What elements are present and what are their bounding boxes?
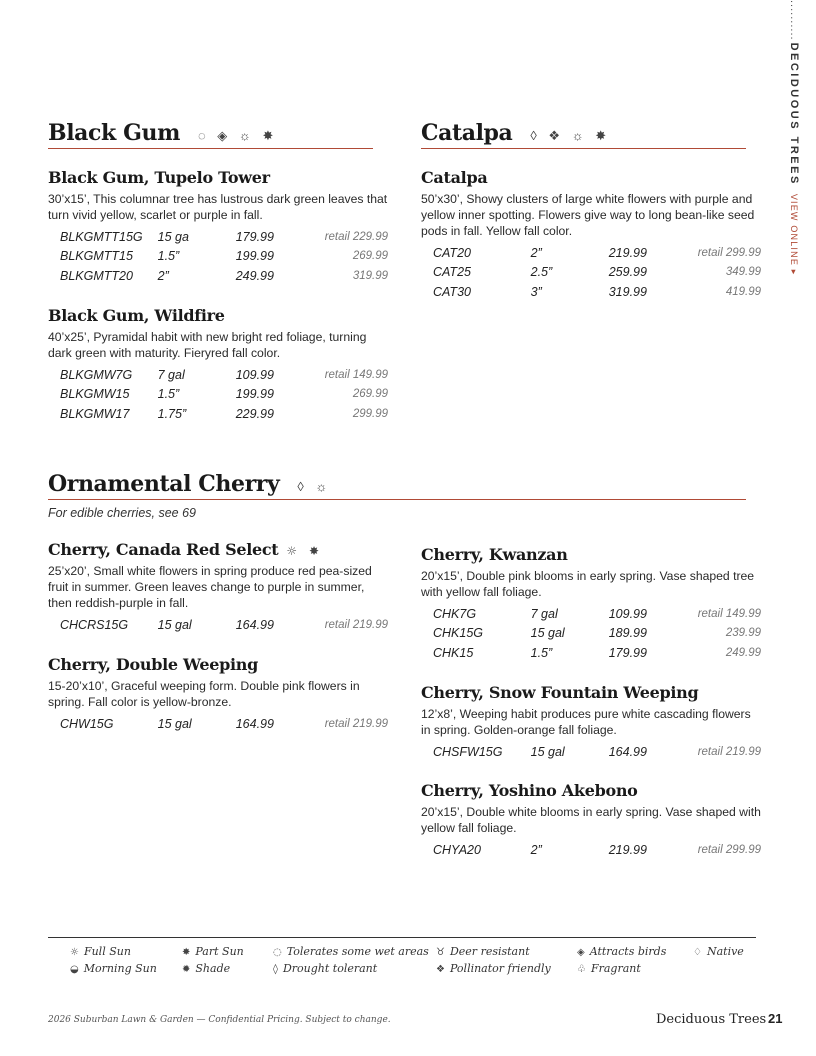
size: 15 gal: [530, 626, 565, 641]
sku: CHK7G: [433, 606, 477, 621]
deer-icon: ♉: [436, 947, 445, 958]
retail-price: retail 149.99: [697, 607, 761, 620]
sku: CHK15: [433, 645, 474, 660]
sku: BLKGMTT15G: [60, 229, 143, 244]
attribute-icons: ◌ ◈ ☼ ✸: [197, 128, 278, 143]
retail-price: retail 219.99: [697, 745, 761, 758]
product-name: Cherry, Double Weeping: [48, 655, 259, 674]
product-cherry-double-weeping: [48, 655, 388, 734]
size: 15 gal: [157, 617, 192, 632]
pollinator-icon: ❖: [436, 964, 445, 975]
sku: BLKGMW17: [60, 406, 130, 421]
retail-price: retail 299.99: [697, 843, 761, 856]
product-name: Black Gum, Wildfire: [48, 306, 225, 325]
product-cherry-yoshino-akebono: [421, 781, 761, 860]
product-name: Catalpa: [421, 168, 488, 187]
size: 7 gal: [157, 367, 185, 382]
price-row: [421, 282, 761, 302]
product-description: 20’x15’, Double white blooms in early spring. Vase shaped with yellow fall foliage.: [421, 805, 761, 835]
sku: CAT20: [433, 245, 471, 260]
price-table: [48, 615, 388, 635]
size: 2”: [530, 842, 542, 857]
price: 199.99: [235, 249, 274, 264]
size: 2”: [157, 268, 169, 283]
product-description: 50’x30’, Showy clusters of large white flowers with purple and yellow inner spotting. Flowers give way to long bean-like seed pods in fall. Yellow fall color.: [421, 192, 755, 238]
legend-birds: ◈ Attracts birds: [577, 945, 667, 958]
product-name: Cherry, Yoshino Akebono: [421, 781, 638, 800]
section-ornamental-cherry: [48, 471, 746, 520]
legend-fragrant: ♧ Fragrant: [577, 962, 641, 975]
size: 1.5”: [530, 645, 553, 660]
part-sun-icon: ✸: [182, 947, 191, 958]
retail-price: retail 219.99: [324, 717, 388, 730]
price-row: [421, 604, 761, 624]
product-description: 15-20’x10’, Graceful weeping form. Double pink flowers in spring. Fall color is yellow-bronze.: [48, 679, 360, 709]
retail-price: 249.99: [725, 646, 761, 659]
sku: CHCRS15G: [60, 617, 129, 632]
price: 219.99: [608, 842, 647, 857]
product-description: 40’x25’, Pyramidal habit with new bright red foliage, turning dark green with maturity. Fieryred fall color.: [48, 330, 367, 360]
sku: BLKGMTT15: [60, 249, 133, 264]
legend-full-sun: ☼ Full Sun: [70, 945, 131, 958]
product-black-gum-tupelo-tower: [48, 168, 388, 286]
retail-price: 319.99: [352, 269, 388, 282]
price: 164.99: [235, 617, 274, 632]
price: 249.99: [235, 268, 274, 283]
full-sun-icon: ☼: [70, 947, 79, 958]
price: 179.99: [235, 229, 274, 244]
attribute-icons: ◊ ☼: [297, 479, 332, 494]
price: 109.99: [608, 606, 647, 621]
sku: CHYA20: [433, 842, 481, 857]
product-name: Black Gum, Tupelo Tower: [48, 168, 270, 187]
product-name: Cherry, Snow Fountain Weeping: [421, 683, 699, 702]
price-row: [421, 624, 761, 644]
sku: CHK15G: [433, 626, 484, 641]
product-cherry-kwanzan: [421, 545, 761, 663]
retail-price: retail 299.99: [697, 246, 761, 259]
size: 1.5”: [157, 387, 180, 402]
legend-column: [693, 944, 744, 961]
legend-pollinator: ❖ Pollinator friendly: [436, 962, 551, 975]
sku: CHW15G: [60, 716, 114, 731]
price: 164.99: [608, 744, 647, 759]
sku: BLKGMW7G: [60, 367, 133, 382]
price-row: [48, 404, 388, 424]
price-row: [48, 266, 388, 286]
price-row: [48, 714, 388, 734]
price-row: [421, 643, 761, 663]
price-row: [421, 263, 761, 283]
sku: BLKGMW15: [60, 387, 130, 402]
side-tab: [784, 0, 804, 276]
leaf-icon: ◊: [273, 964, 278, 975]
icon-legend: [48, 937, 756, 975]
size: 7 gal: [530, 606, 558, 621]
price-row: [48, 385, 388, 405]
product-catalpa: [421, 168, 761, 302]
size: 1.75”: [157, 406, 187, 421]
legend-column: [436, 944, 551, 978]
size: 1.5”: [157, 249, 180, 264]
price-row: [48, 227, 388, 247]
legend-drought: ◊ Drought tolerant: [273, 962, 378, 975]
section-black-gum: [48, 120, 373, 149]
price-row: [48, 365, 388, 385]
section-header: [48, 120, 373, 149]
retail-price: 269.99: [352, 250, 388, 263]
page-number: 21: [768, 1011, 783, 1026]
footer-disclaimer: 2026 Suburban Lawn & Garden — Confidential Pricing. Subject to change.: [48, 1015, 391, 1025]
section-header: [48, 471, 746, 500]
bird-icon: ◈: [577, 947, 585, 958]
legend-wet-areas: ◌ Tolerates some wet areas: [273, 945, 429, 958]
morning-sun-icon: ◒: [70, 964, 79, 975]
price-table: [48, 227, 388, 286]
size: 15 ga: [157, 229, 189, 244]
price: 164.99: [235, 716, 274, 731]
sku: CHSFW15G: [433, 744, 503, 759]
legend-column: [70, 944, 157, 978]
price: 259.99: [608, 265, 647, 280]
native-pin-icon: ♢: [693, 947, 702, 958]
price-table: [421, 243, 761, 302]
legend-column: [577, 944, 666, 978]
price: 189.99: [608, 626, 647, 641]
section-header: [421, 120, 746, 149]
legend-morning-sun: ◒ Morning Sun: [70, 962, 157, 975]
retail-price: 299.99: [352, 407, 388, 420]
product-name: Cherry, Kwanzan: [421, 545, 568, 564]
price-row: [48, 247, 388, 267]
legend-column: [182, 944, 244, 978]
retail-price: retail 219.99: [324, 618, 388, 631]
price-table: [421, 840, 761, 860]
product-description: 12’x8’, Weeping habit produces pure white cascading flowers in spring. Golden-orange fall foliage.: [421, 707, 751, 737]
size: 3”: [530, 284, 542, 299]
attribute-icons: ◊ ❖ ☼ ✸: [530, 128, 611, 143]
water-drop-icon: ◌: [273, 947, 282, 958]
sku: CAT30: [433, 284, 471, 299]
sku: BLKGMTT20: [60, 268, 133, 283]
legend-native: ♢ Native: [693, 945, 744, 958]
size: 2.5”: [530, 265, 553, 280]
retail-price: 239.99: [725, 627, 761, 640]
product-name-text: Cherry, Canada Red Select: [48, 540, 279, 559]
price: 109.99: [235, 367, 274, 382]
retail-price: 269.99: [352, 388, 388, 401]
legend-shade: ✹ Shade: [182, 962, 231, 975]
size: 15 gal: [157, 716, 192, 731]
section-catalpa: [421, 120, 746, 149]
side-tab-title: DECIDUOUS TREES: [788, 42, 800, 186]
price: 179.99: [608, 645, 647, 660]
product-description: 30’x15’, This columnar tree has lustrous dark green leaves that turn vivid yellow, scarlet or purple in fall.: [48, 192, 388, 222]
section-title: Catalpa: [421, 120, 513, 146]
section-title: Black Gum: [48, 120, 180, 146]
shade-icon: ✹: [182, 964, 191, 975]
price-table: [48, 714, 388, 734]
size: 2”: [530, 245, 542, 260]
retail-price: 349.99: [725, 266, 761, 279]
product-name: [48, 540, 388, 559]
retail-price: retail 149.99: [324, 368, 388, 381]
price-row: [421, 243, 761, 263]
product-cherry-canada-red-select: [48, 540, 388, 635]
legend-part-sun: ✸ Part Sun: [182, 945, 244, 958]
price-row: [48, 615, 388, 635]
attribute-icons: ☼ ✸: [286, 544, 324, 558]
price: 229.99: [235, 406, 274, 421]
product-description: 25’x20’, Small white flowers in spring produce red pea-sized fruit in summer. Green leaves change to purple in summer, then reddish-purple in fall.: [48, 564, 372, 610]
size: 15 gal: [530, 744, 565, 759]
sku: CAT25: [433, 265, 471, 280]
retail-price: 419.99: [725, 285, 761, 298]
legend-deer: ♉ Deer resistant: [436, 945, 530, 958]
side-tab-dots: ..........: [788, 0, 800, 41]
retail-price: retail 229.99: [324, 230, 388, 243]
product-cherry-snow-fountain-weeping: [421, 683, 761, 762]
view-online-link[interactable]: VIEW ONLINE ▸: [789, 193, 799, 276]
price: 219.99: [608, 245, 647, 260]
price-table: [421, 604, 761, 663]
price: 199.99: [235, 387, 274, 402]
price-table: [421, 742, 761, 762]
section-title: Ornamental Cherry: [48, 471, 280, 497]
product-black-gum-wildfire: [48, 306, 388, 424]
legend-column: [273, 944, 429, 978]
price-row: [421, 840, 761, 860]
price: 319.99: [608, 284, 647, 299]
section-note: For edible cherries, see 69: [48, 506, 196, 520]
price-table: [48, 365, 388, 424]
flower-icon: ♧: [577, 964, 586, 975]
product-description: 20’x15’, Double pink blooms in early spring. Vase shaped tree with yellow fall foliage.: [421, 569, 755, 599]
footer-section-name: Deciduous Trees: [656, 1012, 767, 1027]
price-row: [421, 742, 761, 762]
